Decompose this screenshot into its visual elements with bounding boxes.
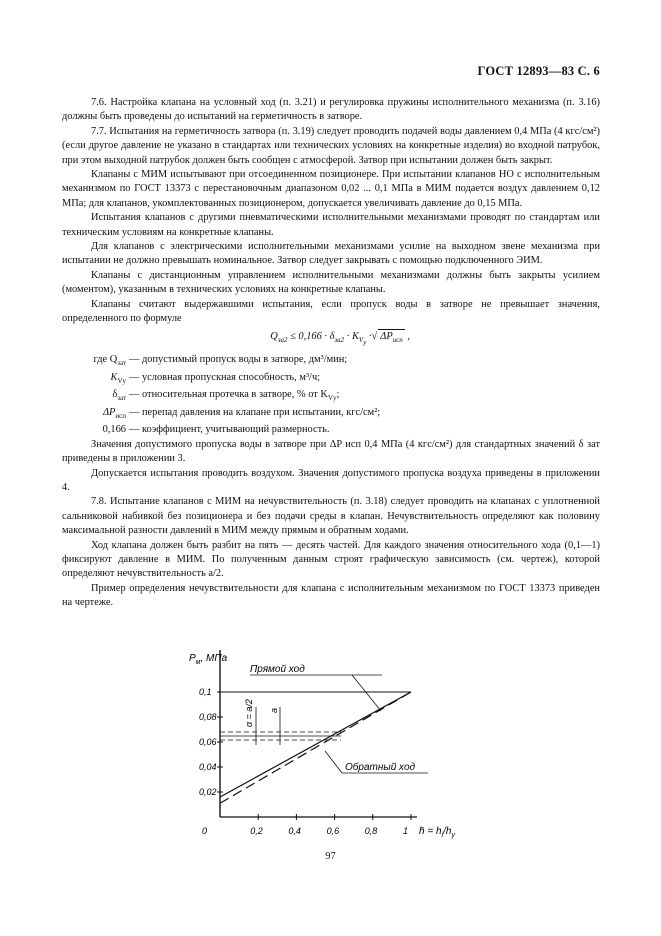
paragraph: Испытания клапанов с другими пневматическими исполнительными механизмами проводят по стандартам или техническим условиям на конкретные клапаны. [62,212,600,238]
paragraph: Ход клапана должен быть разбит на пять — десять частей. Для каждого значения относительного хода (0,1—1) фиксируют давление в МИМ. По полученным данным строят графическую зависимость (см. чертеж), которой определяют нечувствительность a/2. [62,539,600,580]
legend-symbol [62,423,126,437]
legend-text-tail: ; [336,389,340,401]
legend-sym-text: δ [112,389,118,401]
legend-text [126,388,339,405]
x-tick-label: 0,6 [326,826,340,836]
formula-lhs: Q [270,330,278,342]
legend-row [62,371,600,388]
document-body [62,96,600,611]
paragraph: Пример определения нечувствительности для клапана с исполнительным механизмом по ГОСТ 13373 приведен на чертеже. [62,582,600,609]
legend-text: — перепад давления на клапане при испытании, кгс/см²; [129,406,381,418]
legend-row [62,406,600,423]
formula-sqrt [378,329,405,347]
y-tick-label: 0,02 [199,787,217,797]
y-axis-label: $P_м$, МПа [189,653,228,666]
legend-sym-sub: исп [115,411,126,420]
formula-k: · K [346,330,359,342]
legend-text: — коэффициент, учитывающий размерность. [129,424,330,436]
page-header: ГОСТ 12893—83 С. 6 [477,64,600,78]
legend-sym-sub: Vу [117,376,126,385]
paragraph: Клапаны с дистанционным управлением исполнительными механизмами должны быть закрыты усилием (моментом), указанным в технических условиях на конкретные клапаны. [62,269,600,296]
paragraph: Допускается испытания проводить воздухом. Значения допустимого пропуска воздуха приведены в приложении 4. [62,467,600,493]
paragraph: Клапаны с МИМ испытывают при отсоединенном позиционере. При испытании клапанов НО с исполнительным механизмом по ГОСТ 13373 с перестановочным диапазоном 0,02 ... 0,1 МПа в МИМ подается воздух давлением 0,12 МПа; для клапанов, укомплектованных позиционером, допускается увеличивать давление до 0,15 МПа. [62,169,600,209]
forward-leader-2 [352,675,381,711]
formula-k-sub: V [358,335,364,344]
paragraph: 7.7. Испытания на герметичность затвора (п. 3.19) следует проводить подачей воды давлением 0,4 МПа (4 кгс/см²) (если другое давление не указано в стандартах или технических условиях на конкретные изделия) во входной патрубок, при этом выходной патрубок должен быть сообщен с атмосферой. Затвор при испытании должен быть закрыт. [62,125,600,166]
legend-text-sub: Vу [327,394,337,403]
sqrt-icon: √ [371,330,378,342]
forward-label: Прямой ход [250,664,305,675]
legend-text-main: — относительная протечка в затворе, % от K [129,389,328,401]
formula-dp: ΔP [380,330,393,342]
legend-sym-text: где Q [93,354,118,366]
x-axis-label: h̄ = $h_i/h_у$ [419,826,455,839]
formula-end: , [407,330,410,342]
x-tick-label: 1 [403,826,409,836]
legend-sym-sub: зат [117,394,126,403]
formula-rel: ≤ 0,166 · δ [290,330,335,342]
legend-row [62,388,600,405]
legend-sym-text: ΔP [102,406,116,418]
x-tick-label: 0,4 [288,826,301,836]
paragraph: 7.8. Испытание клапанов с МИМ на нечувствительность (п. 3.18) следует проводить на клапанах с уплотненной сальниковой набивкой без позиционера и без подачи среды в клапан. Нечувствительность определяют как половину максимальной разности давлений в МИМ между прямым и обратным ходами. [62,496,600,537]
reverse-label: Обратный ход [345,762,416,773]
legend-row [62,353,600,370]
legend-text: — условная пропускная способность, м³/ч; [129,371,321,383]
formula-dot: · [368,330,372,342]
legend-symbol [62,406,126,423]
legend-symbol [62,388,126,405]
a-half-label: α = a/2 [244,699,254,727]
a-label: a [269,707,279,713]
paragraph: 7.6. Настройка клапана на условный ход (п. 3.21) и регулировка пружины исполнительного механизма (п. 3.16) должны быть проведены до испытаний на герметичность в затворе. [62,97,600,123]
legend [62,353,600,437]
formula-k-sub2: у [363,337,367,346]
paragraph: Клапаны считают выдержавшими испытания, если пропуск воды в затворе не превышает значения, определенного по формуле [62,298,600,325]
legend-symbol [62,353,126,370]
reverse-leader-2 [325,751,342,773]
legend-text: — допустимый пропуск воды в затворе, дм³/мин; [129,354,348,366]
x-tick-label: 0 [202,826,208,836]
legend-sym-text: K [110,371,118,383]
legend-sym-text: 0,166 [102,424,126,436]
legend-row [62,423,600,437]
x-tick-label: 0,2 [250,826,263,836]
paragraph: Значения допустимого пропуска воды в затворе при ΔP исп 0,4 МПа (4 кгс/см²) для стандартных значений δ зат приведены в приложении 3. [62,438,600,465]
y-tick-label: 0,04 [199,762,217,772]
insensitivity-chart [189,645,465,845]
legend-symbol [62,371,126,388]
formula-dp-sub: исп [392,335,403,344]
formula-lhs-sub: за2 [277,335,288,344]
paragraph: Для клапанов с электрическими исполнительными механизмами усилие на выходном звене механизма при испытании не должно превышать номинальное. Затвор следует закрывать с помощью подключенного ЭИМ. [62,241,600,267]
y-tick-label: 0,06 [199,737,217,747]
legend-sym-sub: зат [117,359,126,368]
x-tick-label: 0,8 [364,826,378,836]
formula [62,329,600,350]
y-tick-label: 0,08 [199,712,217,722]
y-tick-label: 0,1 [199,687,212,697]
formula-d-sub: за2 [334,335,345,344]
page-number: 97 [325,851,336,862]
